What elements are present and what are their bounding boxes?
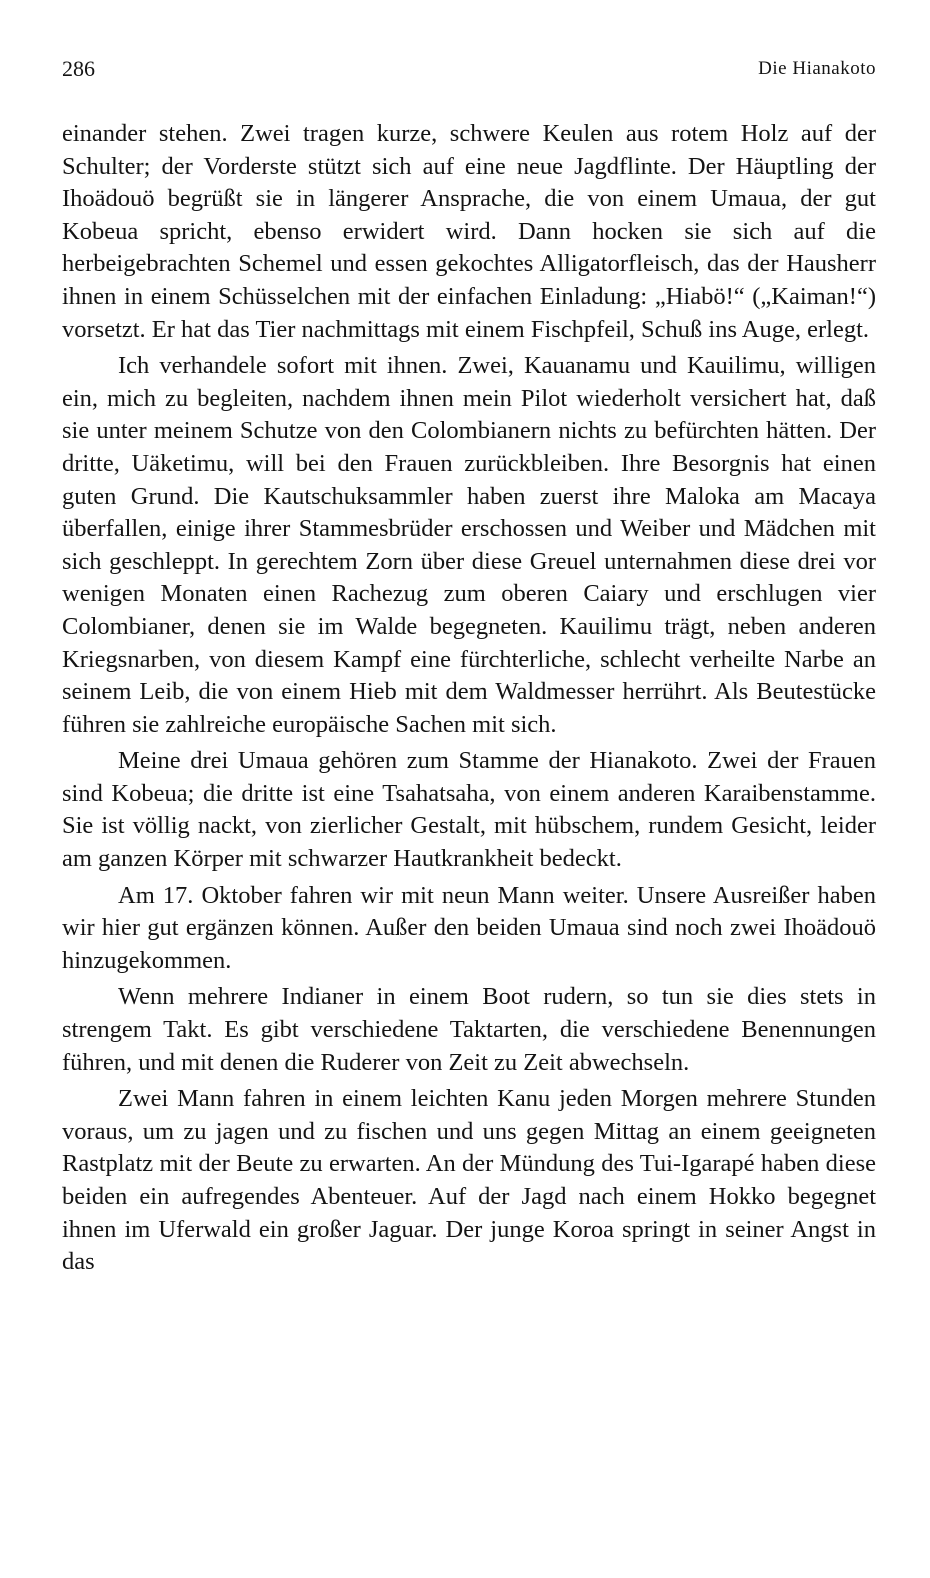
- paragraph-6: Zwei Mann fahren in einem leichten Kanu jeden Morgen mehrere Stunden voraus, um zu jagen und zu fischen und uns gegen Mittag an einem geeigneten Rastplatz mit der Beute zu erwarten. An der Mündung des Tui-Igarapé haben diese beiden ein aufregendes Abenteuer. Auf der Jagd nach einem Hokko begegnet ihnen im Uferwald ein großer Jaguar. Der junge Koroa springt in seiner Angst in das: [62, 1085, 876, 1276]
- running-head: [62, 56, 876, 96]
- paragraph-3: Meine drei Umaua gehören zum Stamme der Hianakoto. Zwei der Frauen sind Kobeua; die dritte ist eine Tsahatsaha, von einem anderen Karaibenstamme. Sie ist völlig nackt, von zierlicher Gestalt, mit hübschem, rundem Gesicht, leider am ganzen Körper mit schwarzer Hautkrankheit bedeckt.: [62, 747, 876, 873]
- page-number: 286: [62, 56, 95, 81]
- running-title: Die Hianakoto: [758, 58, 876, 79]
- paragraph-4: Am 17. Oktober fahren wir mit neun Mann weiter. Unsere Ausreißer haben wir hier gut ergänzen können. Außer den beiden Umaua sind noch zwei Ihoädouö hinzugekommen.: [62, 881, 876, 974]
- book-page: [62, 56, 876, 1283]
- body-text: [62, 118, 876, 1279]
- paragraph-5: Wenn mehrere Indianer in einem Boot rudern, so tun sie dies stets in strengem Takt. Es gibt verschiedene Taktarten, die verschiedene Benennungen führen, und mit denen die Ruderer von Zeit zu Zeit abwechseln.: [62, 983, 876, 1076]
- paragraph-2: Ich verhandele sofort mit ihnen. Zwei, Kauanamu und Kauilimu, willigen ein, mich zu begleiten, nachdem ihnen mein Pilot wiederholt versichert hat, daß sie unter meinem Schutze von den Colombianern nichts zu befürchten hätten. Der dritte, Uäketimu, will bei den Frauen zurückbleiben. Ihre Besorgnis hat einen guten Grund. Die Kautschuksammler haben zuerst ihre Maloka am Macaya überfallen, einige ihrer Stammesbrüder erschossen und Weiber und Mädchen mit sich geschleppt. In gerechtem Zorn über diese Greuel unternahmen diese drei vor wenigen Monaten einen Rachezug zum oberen Caiary und erschlugen vier Colombianer, denen sie im Walde begegneten. Kauilimu trägt, neben anderen Kriegsnarben, von diesem Kampf eine fürchterliche, schlecht verheilte Narbe an seinem Leib, die von einem Hieb mit dem Waldmesser herrührt. Als Beutestücke führen sie zahlreiche europäische Sachen mit sich.: [62, 352, 876, 738]
- paragraph-1: einander stehen. Zwei tragen kurze, schwere Keulen aus rotem Holz auf der Schulter; der Vorderste stützt sich auf eine neue Jagdflinte. Der Häuptling der Ihoädouö begrüßt sie in längerer Ansprache, die von einem Umaua, der gut Kobeua spricht, ebenso erwidert wird. Dann hocken sie sich auf die herbeigebrachten Schemel und essen gekochtes Alligatorfleisch, das der Hausherr ihnen in einem Schüsselchen mit der einfachen Einladung: „Hiabö!“ („Kaiman!“) vorsetzt. Er hat das Tier nachmittags mit einem Fischpfeil, Schuß ins Auge, erlegt.: [62, 120, 876, 343]
